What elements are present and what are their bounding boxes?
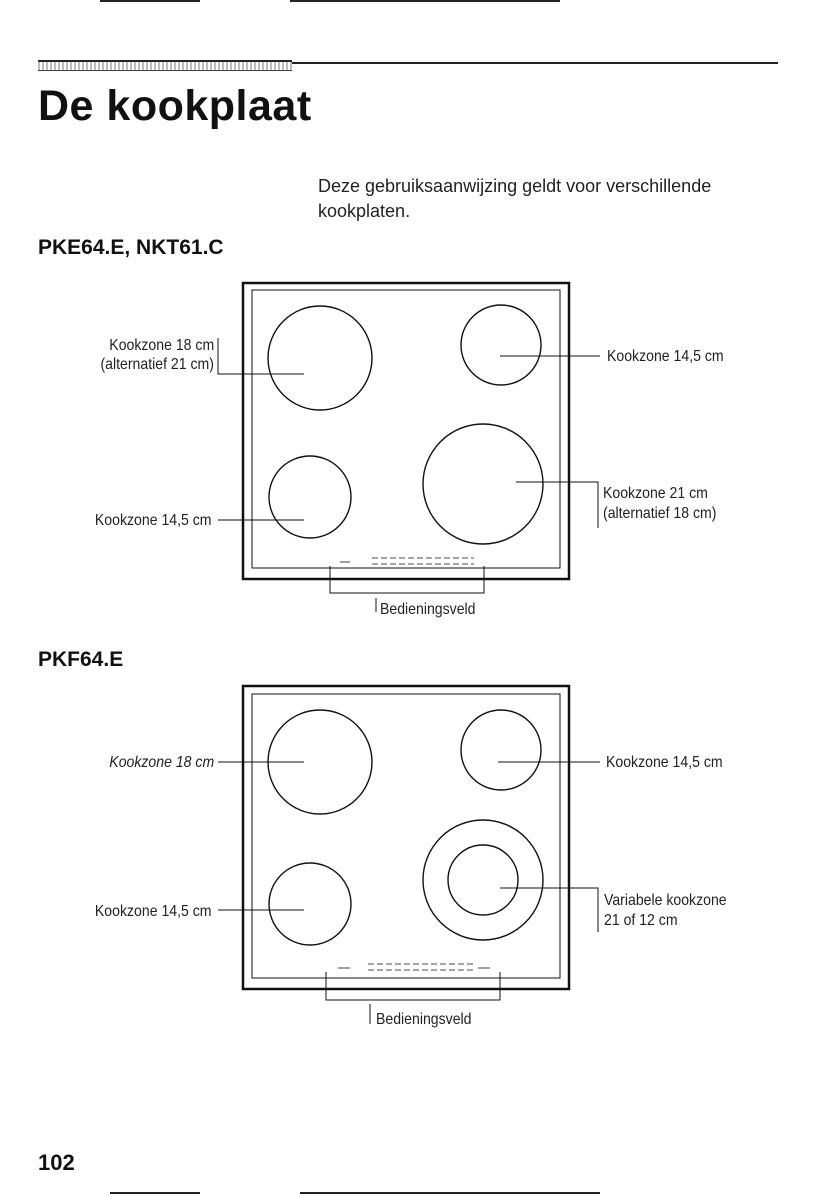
label-bottom-right-2: 21 of 12 cm	[604, 912, 678, 929]
label-bottom-left: Kookzone 14,5 cm	[95, 903, 212, 920]
model-heading-1: PKE64.E, NKT61.C	[38, 236, 224, 259]
hob-outer-frame	[243, 686, 569, 989]
label-top-right: Kookzone 14,5 cm	[606, 754, 723, 771]
control-panel-symbols	[338, 964, 490, 970]
cooking-zone-bottom-right-inner	[448, 845, 518, 915]
label-bottom-right-1: Variabele kookzone	[604, 892, 727, 909]
label-bottom-left: Kookzone 14,5 cm	[95, 512, 212, 529]
label-control-panel: Bedieningsveld	[376, 1011, 472, 1028]
cooking-zone-bottom-right-outer	[423, 820, 543, 940]
label-control-panel: Bedieningsveld	[380, 601, 476, 618]
cooking-zone-top-right	[461, 710, 541, 790]
control-bracket	[326, 972, 500, 1000]
cooking-zone-bottom-left	[269, 863, 351, 945]
label-top-left-2: (alternatief 21 cm)	[100, 356, 214, 373]
intro-text: Deze gebruiksaanwijzing geldt voor verschillende kookplaten.	[318, 176, 712, 221]
label-top-left-1: Kookzone 18 cm	[109, 337, 214, 354]
label-bottom-right-2: (alternatief 18 cm)	[603, 505, 717, 522]
footer-rule-short-right	[300, 1192, 600, 1194]
label-top-left: Kookzone 18 cm	[109, 754, 214, 771]
page-number: 102	[38, 1150, 75, 1175]
page-title: De kookplaat	[38, 82, 312, 130]
label-top-right: Kookzone 14,5 cm	[607, 348, 724, 365]
hob-inner-frame	[252, 694, 560, 978]
model-heading-2: PKF64.E	[38, 648, 124, 671]
footer-rule-short-left	[110, 1192, 200, 1194]
label-bottom-right-1: Kookzone 21 cm	[603, 485, 708, 502]
